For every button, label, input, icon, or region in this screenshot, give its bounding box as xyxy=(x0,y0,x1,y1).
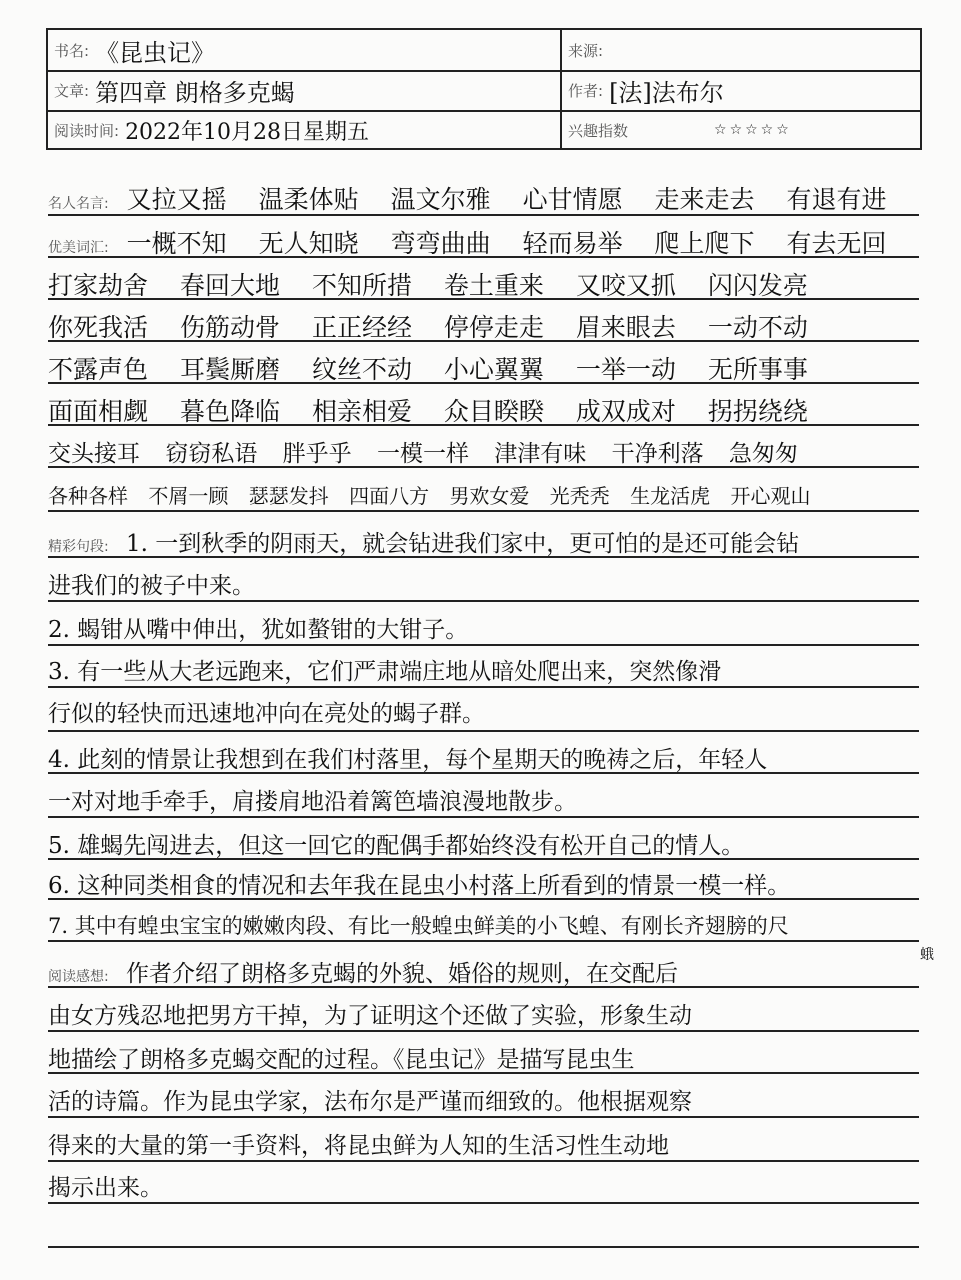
ruled-line xyxy=(48,424,919,426)
time-value: 2022年10月28日星期五 xyxy=(125,119,370,145)
ruled-line xyxy=(48,644,919,646)
ruled-line xyxy=(48,858,919,860)
book-title: 《昆虫记》 xyxy=(95,38,216,67)
vocab-line-2 xyxy=(48,266,928,306)
quote-item: 走来走去 xyxy=(654,185,755,214)
reflection-line xyxy=(48,1040,928,1080)
vocab-word: 卷土重来 xyxy=(443,271,544,300)
passage-text: 2. 蝎钳从嘴中伸出，犹如螯钳的大钳子。 xyxy=(48,617,469,643)
vocab-word: 不屑一顾 xyxy=(148,484,229,508)
vocab-word: 爬上爬下 xyxy=(654,229,755,258)
vocab-word: 各种各样 xyxy=(48,484,128,508)
quote-item: 温文尔雅 xyxy=(390,185,491,214)
vocab-word: 停停走走 xyxy=(443,313,544,342)
ruled-line xyxy=(48,1116,919,1118)
vocab-word: 耳鬓厮磨 xyxy=(179,355,280,384)
interest-label: 兴趣指数 xyxy=(568,121,629,140)
vocab-line-1 xyxy=(48,224,928,264)
quote-item: 又拉又摇 xyxy=(126,185,227,214)
ruled-line xyxy=(48,940,919,942)
author-value: [法]法布尔 xyxy=(609,78,724,107)
passage-text: 6. 这种同类相食的情况和去年我在昆虫小村落上所看到的情景一模一样。 xyxy=(48,873,791,899)
reflection-text: 得来的大量的第一手资料，将昆虫鲜为人知的生活习性生动地 xyxy=(48,1133,669,1159)
vocab-word: 眉来眼去 xyxy=(575,313,676,342)
source-label: 来源: xyxy=(568,41,604,60)
ruled-line xyxy=(48,466,919,468)
passage-line xyxy=(48,694,928,734)
vocab-word: 交头接耳 xyxy=(48,441,140,467)
vocab-word: 你死我活 xyxy=(48,313,149,342)
passage-text: 5. 雄蝎先闯进去，但这一回它的配偶手都始终没有松开自己的情人。 xyxy=(48,833,745,859)
quote-item: 有退有进 xyxy=(786,185,887,214)
ruled-line xyxy=(48,556,919,558)
reflection-text: 由女方残忍地把男方干掉，为了证明这个还做了实验，形象生动 xyxy=(48,1003,692,1029)
vocab-word: 胖乎乎 xyxy=(282,441,352,467)
vocab-word: 春回大地 xyxy=(179,271,280,300)
vocab-word: 正正经经 xyxy=(311,313,412,342)
ruled-line xyxy=(48,1030,919,1032)
passage-line xyxy=(48,740,928,780)
author-label: 作者: xyxy=(568,81,604,100)
vocab-line-3 xyxy=(48,308,928,348)
vocab-word: 无人知晓 xyxy=(258,229,359,258)
vocab-word: 面面相觑 xyxy=(48,397,149,426)
reflection-text: 地描绘了朗格多克蝎交配的过程。《昆虫记》是描写昆虫生 xyxy=(48,1047,635,1073)
passages-label: 精彩句段: xyxy=(48,539,109,555)
ruled-line xyxy=(48,1160,919,1162)
passage-line xyxy=(48,866,928,906)
reflection-line xyxy=(48,954,928,994)
vocab-word: 一举一动 xyxy=(575,355,676,384)
ruled-line xyxy=(48,340,919,342)
quote-item: 温柔体贴 xyxy=(258,185,359,214)
vocab-word: 伤筋动骨 xyxy=(179,313,280,342)
vocab-word: 津津有味 xyxy=(494,441,587,467)
vocab-word: 纹丝不动 xyxy=(311,355,412,384)
ruled-line xyxy=(48,510,919,512)
vocab-word: 开心观山 xyxy=(730,484,811,508)
vocab-word: 又咬又抓 xyxy=(575,271,676,300)
passage-text: 4. 此刻的情景让我想到在我们村落里，每个星期天的晚祷之后，年轻人 xyxy=(48,747,768,773)
vocab-line-5 xyxy=(48,392,928,432)
passage-overflow-word: 蛾 xyxy=(920,947,934,963)
vocab-word: 弯弯曲曲 xyxy=(390,229,491,258)
vocab-word: 生龙活虎 xyxy=(630,484,711,508)
ruled-line xyxy=(48,730,919,732)
header-divider-vertical xyxy=(560,30,562,148)
vocab-word: 窃窃私语 xyxy=(165,441,258,467)
quotes-label: 名人名言: xyxy=(48,196,109,212)
vocab-word: 四面八方 xyxy=(349,484,430,508)
vocab-line-6 xyxy=(48,434,928,474)
ruled-line xyxy=(48,816,919,818)
quote-item: 心甘情愿 xyxy=(522,185,623,214)
vocab-word: 有去无回 xyxy=(786,229,887,258)
ruled-line xyxy=(48,686,919,688)
vocab-word: 拐拐绕绕 xyxy=(707,397,808,426)
vocab-word: 小心翼翼 xyxy=(443,355,544,384)
vocab-word: 闪闪发亮 xyxy=(707,271,808,300)
vocab-word: 暮色降临 xyxy=(179,397,280,426)
vocab-word: 一动不动 xyxy=(707,313,808,342)
ruled-line xyxy=(48,1072,919,1074)
vocab-word: 干净利落 xyxy=(611,441,704,467)
ruled-line xyxy=(48,214,919,216)
time-cell xyxy=(54,110,369,150)
vocab-word: 不露声色 xyxy=(48,355,149,384)
ruled-line xyxy=(48,772,919,774)
interest-stars: ☆☆☆☆☆ xyxy=(714,122,792,138)
ruled-line xyxy=(48,898,919,900)
passage-text: 行似的轻快而迅速地冲向在亮处的蝎子群。 xyxy=(48,701,485,727)
ruled-line xyxy=(48,1202,919,1204)
header-table xyxy=(46,28,922,150)
ruled-line xyxy=(48,382,919,384)
time-label: 阅读时间: xyxy=(54,121,120,140)
source-cell xyxy=(568,30,609,70)
vocab-word: 男欢女爱 xyxy=(449,484,530,508)
passage-line xyxy=(48,524,928,564)
vocab-label: 优美词汇: xyxy=(48,240,109,256)
author-cell xyxy=(568,70,724,110)
vocab-word: 轻而易举 xyxy=(522,229,623,258)
vocab-word: 众目睽睽 xyxy=(443,397,544,426)
ruled-line xyxy=(48,256,919,258)
ruled-line xyxy=(48,298,919,300)
vocab-word: 瑟瑟发抖 xyxy=(248,484,329,508)
chapter-value: 第四章 朗格多克蝎 xyxy=(95,78,295,107)
reflection-text: 揭示出来。 xyxy=(48,1175,163,1201)
reflection-text: 作者介绍了朗格多克蝎的外貌、婚俗的规则，在交配后 xyxy=(126,961,679,987)
vocab-line-4 xyxy=(48,350,928,390)
ruled-line xyxy=(48,986,919,988)
ruled-line xyxy=(48,1246,919,1248)
reflection-text: 活的诗篇。作为昆虫学家，法布尔是严谨而细致的。他根据观察 xyxy=(48,1089,692,1115)
book-label: 书名: xyxy=(54,41,90,60)
passage-text: 1. 一到秋季的阴雨天，就会钻进我们家中，更可怕的是还可能会钻 xyxy=(126,531,800,557)
vocab-word: 成双成对 xyxy=(575,397,676,426)
vocab-word: 无所事事 xyxy=(707,355,808,384)
reflection-label: 阅读感想: xyxy=(48,969,109,985)
vocab-word: 不知所措 xyxy=(311,271,412,300)
ruled-line xyxy=(48,600,919,602)
passage-text: 进我们的被子中来。 xyxy=(48,573,255,599)
passage-line xyxy=(48,826,928,866)
vocab-word: 打家劫舍 xyxy=(48,271,149,300)
vocab-word: 一概不知 xyxy=(126,229,227,258)
interest-cell xyxy=(568,110,792,150)
passage-text: 7. 其中有蝗虫宝宝的嫩嫩肉段、有比一般蝗虫鲜美的小飞蝗、有刚长齐翅膀的尺 xyxy=(48,914,789,938)
vocab-word: 急匆匆 xyxy=(728,441,798,467)
vocab-word: 光秃秃 xyxy=(549,484,610,508)
chapter-label: 文章: xyxy=(54,81,90,100)
book-cell xyxy=(54,30,215,70)
vocab-word: 一模一样 xyxy=(376,441,469,467)
passage-text: 3. 有一些从大老远跑来，它们严肃端庄地从暗处爬出来，突然像滑 xyxy=(48,659,722,685)
chapter-cell xyxy=(54,70,295,110)
passage-text: 一对对地手牵手，肩搂肩地沿着篱笆墙浪漫地散步。 xyxy=(48,789,577,815)
vocab-word: 相亲相爱 xyxy=(311,397,412,426)
